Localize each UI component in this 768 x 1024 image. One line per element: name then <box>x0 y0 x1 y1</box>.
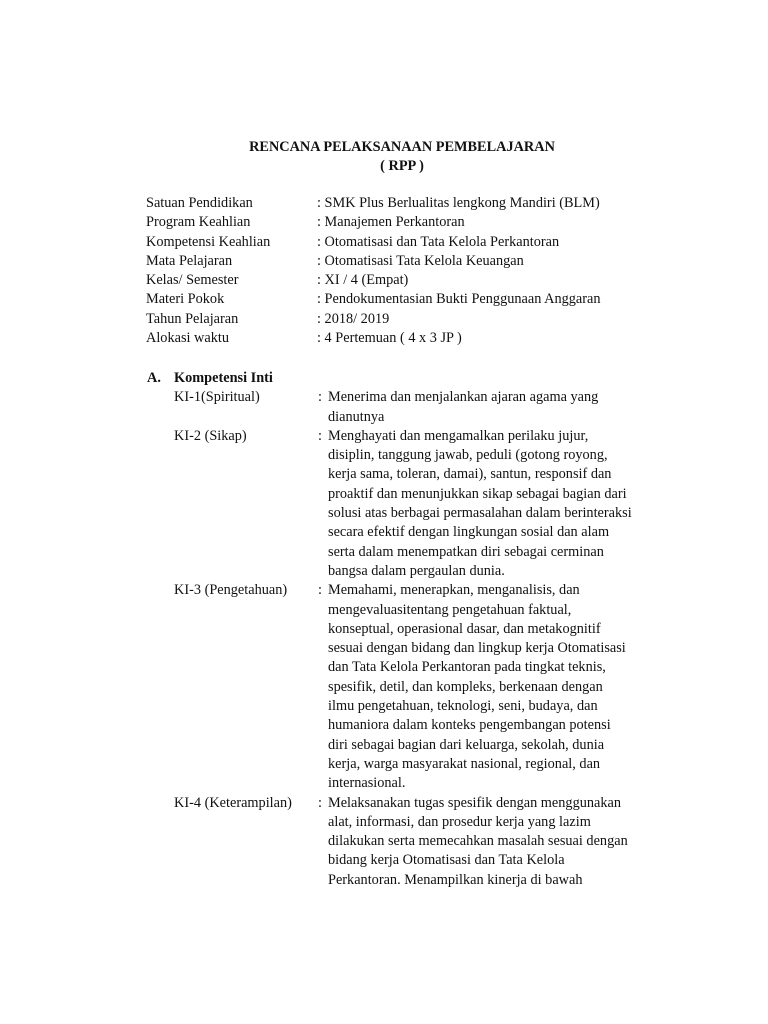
ki-colon: : <box>318 582 322 599</box>
identity-label: Alokasi waktu <box>146 330 229 347</box>
identity-label: Kelas/ Semester <box>146 272 239 289</box>
identity-row <box>146 310 686 329</box>
title-line-1: RENCANA PELAKSANAAN PEMBELAJARAN <box>249 139 555 155</box>
identity-table <box>146 194 686 348</box>
ki-line: proaktif dan menunjukkan sikap sebagai bagian dari <box>328 485 627 502</box>
ki-description <box>328 388 658 427</box>
title-line-2: ( RPP ) <box>380 158 424 174</box>
ki-colon: : <box>318 794 322 811</box>
section-heading <box>147 369 687 388</box>
ki-line: disiplin, tanggung jawab, peduli (gotong royong, <box>328 447 608 464</box>
identity-label: Program Keahlian <box>146 214 251 231</box>
ki-line: kerja sama, toleran, damai), santun, responsif dan <box>328 466 612 483</box>
ki-line: sesuai dengan bidang dan lingkup kerja Otomatisasi <box>328 640 626 657</box>
ki-line: Menghayati dan mengamalkan perilaku jujur, <box>328 427 589 444</box>
ki-line: solusi atas berbagai permasalahan dalam berinteraksi <box>328 505 632 522</box>
identity-row <box>146 271 686 290</box>
identity-row <box>146 290 686 309</box>
ki-line: humaniora dalam konteks pengembangan potensi <box>328 717 611 734</box>
identity-label: Materi Pokok <box>146 291 225 308</box>
ki-line: kerja, warga masyarakat nasional, regional, dan <box>328 755 601 772</box>
ki-line: secara efektif dengan lingkungan sosial dan alam <box>328 524 610 541</box>
ki-line: Melaksanakan tugas spesifik dengan menggunakan <box>328 794 622 811</box>
identity-label: Tahun Pelajaran <box>146 310 239 327</box>
identity-value: : 2018/ 2019 <box>317 310 390 327</box>
identity-row <box>146 213 686 232</box>
ki-line: dilakukan serta memecahkan masalah sesuai dengan <box>328 833 628 850</box>
identity-label: Mata Pelajaran <box>146 252 233 269</box>
identity-label: Satuan Pendidikan <box>146 195 253 211</box>
ki-label: KI-1(Spiritual) <box>174 389 260 406</box>
ki-colon: : <box>318 427 322 444</box>
identity-value: : Otomatisasi Tata Kelola Keuangan <box>317 252 524 269</box>
ki-line: dan Tata Kelola Perkantoran pada tingkat teknis, <box>328 659 606 676</box>
ki-line: bidang kerja Otomatisasi dan Tata Kelola <box>328 852 565 869</box>
ki-label: KI-3 (Pengetahuan) <box>174 582 288 599</box>
ki-item-3 <box>147 581 687 793</box>
ki-line: Menerima dan menjalankan ajaran agama yang <box>328 389 599 406</box>
ki-line: spesifik, detil, dan kompleks, berkenaan dengan <box>328 678 603 695</box>
identity-value: : Otomatisasi dan Tata Kelola Perkantoran <box>317 233 560 250</box>
identity-value: : Pendokumentasian Bukti Penggunaan Anggaran <box>317 291 601 308</box>
ki-line: bangsa dalam pergaulan dunia. <box>328 562 505 579</box>
identity-label: Kompetensi Keahlian <box>146 233 271 250</box>
identity-value: : 4 Pertemuan ( 4 x 3 JP ) <box>317 330 462 347</box>
ki-line: internasional. <box>328 775 406 792</box>
ki-line: serta dalam menempatkan diri sebagai cerminan <box>328 543 604 560</box>
ki-item-2 <box>147 427 687 581</box>
ki-label: KI-2 (Sikap) <box>174 427 247 444</box>
ki-line: Perkantoran. Menampilkan kinerja di bawah <box>328 871 583 888</box>
identity-row <box>146 329 686 348</box>
ki-description <box>328 794 658 890</box>
ki-colon: : <box>318 389 322 406</box>
identity-row <box>146 252 686 271</box>
ki-item-4 <box>147 794 687 890</box>
identity-row <box>146 194 686 213</box>
ki-line: diri sebagai bagian dari keluarga, sekolah, dunia <box>328 736 605 753</box>
identity-value: : Manajemen Perkantoran <box>317 214 465 231</box>
ki-line: ilmu pengetahuan, teknologi, seni, budaya, dan <box>328 698 598 715</box>
section-letter: A. <box>147 370 161 386</box>
identity-value: : XI / 4 (Empat) <box>317 272 409 289</box>
section-kompetensi-inti <box>147 369 687 890</box>
ki-description <box>328 427 658 581</box>
ki-line: Memahami, menerapkan, menganalisis, dan <box>328 582 580 599</box>
ki-line: dianutnya <box>328 408 385 425</box>
identity-row <box>146 233 686 252</box>
ki-line: alat, informasi, dan prosedur kerja yang lazim <box>328 813 591 830</box>
section-heading-text: Kompetensi Inti <box>174 370 273 386</box>
ki-description <box>328 581 658 793</box>
ki-item-1 <box>147 388 687 427</box>
ki-line: konseptual, operasional dasar, dan metakognitif <box>328 620 601 637</box>
identity-value: : SMK Plus Berlualitas lengkong Mandiri (BLM) <box>317 195 600 211</box>
ki-line: mengevaluasitentang pengetahuan faktual, <box>328 601 572 618</box>
document-title <box>0 138 768 176</box>
ki-label: KI-4 (Keterampilan) <box>174 794 292 811</box>
